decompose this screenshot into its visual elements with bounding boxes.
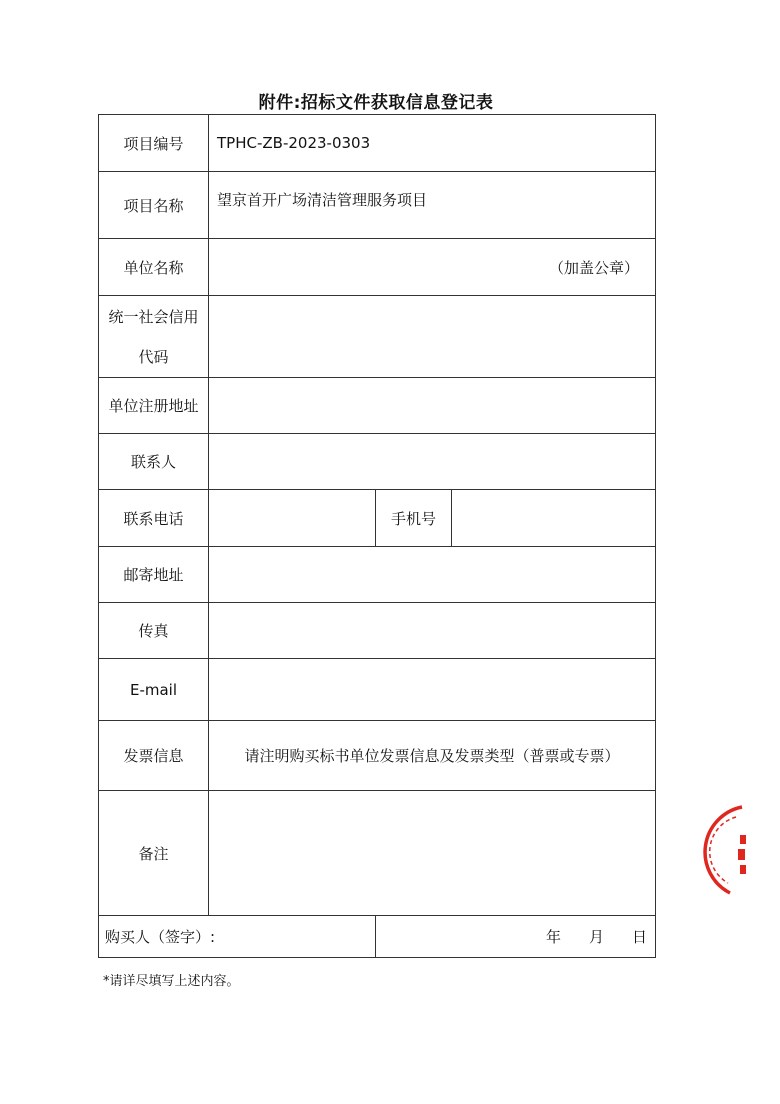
company-name-field[interactable]	[209, 239, 656, 296]
mail-address-field[interactable]	[209, 547, 656, 603]
row-reg-address	[99, 378, 656, 434]
label-project-name: 项目名称	[99, 172, 209, 239]
seal-hint: （加盖公章）	[549, 258, 640, 277]
label-phone: 联系电话	[99, 490, 209, 547]
date-day-label: 日	[632, 928, 648, 946]
label-mobile: 手机号	[376, 490, 452, 547]
row-mail-address	[99, 547, 656, 603]
row-phone	[99, 490, 656, 547]
footnote: *请详尽填写上述内容。	[103, 974, 240, 989]
date-month-label: 月	[589, 928, 605, 946]
label-contact-person: 联系人	[99, 434, 209, 490]
project-name-field[interactable]: 望京首开广场清洁管理服务项目	[209, 172, 656, 239]
row-fax	[99, 603, 656, 659]
project-no-field[interactable]: TPHC-ZB-2023-0303	[209, 115, 656, 172]
row-contact-person	[99, 434, 656, 490]
label-reg-address: 单位注册地址	[99, 378, 209, 434]
credit-code-field[interactable]	[209, 296, 656, 378]
row-invoice	[99, 721, 656, 791]
email-field[interactable]	[209, 659, 656, 721]
row-project-name	[99, 172, 656, 239]
red-seal-stamp-icon	[700, 795, 780, 905]
label-project-no: 项目编号	[99, 115, 209, 172]
signature-date-field[interactable]	[376, 916, 656, 958]
row-credit-code	[99, 296, 656, 378]
row-company-name	[99, 239, 656, 296]
fax-field[interactable]	[209, 603, 656, 659]
contact-person-field[interactable]	[209, 434, 656, 490]
invoice-field[interactable]: 请注明购买标书单位发票信息及发票类型（普票或专票）	[209, 721, 656, 791]
buyer-signature-field[interactable]: 购买人（签字）:	[99, 916, 376, 958]
label-mail-address: 邮寄地址	[99, 547, 209, 603]
page-title: 附件:招标文件获取信息登记表	[258, 93, 494, 113]
remarks-field[interactable]	[209, 791, 656, 916]
label-remarks: 备注	[99, 791, 209, 916]
label-credit-code-line2: 代码	[138, 347, 169, 366]
phone-field[interactable]	[209, 490, 376, 547]
row-buyer-signature	[99, 916, 656, 958]
mobile-field[interactable]	[452, 490, 656, 547]
label-invoice: 发票信息	[99, 721, 209, 791]
label-credit-code	[99, 296, 209, 378]
row-remarks	[99, 791, 656, 916]
reg-address-field[interactable]	[209, 378, 656, 434]
row-email	[99, 659, 656, 721]
label-email: E-mail	[99, 659, 209, 721]
row-project-no	[99, 115, 656, 172]
date-year-label: 年	[545, 928, 561, 946]
label-company-name: 单位名称	[99, 239, 209, 296]
registration-form-table	[98, 114, 656, 958]
label-credit-code-line1: 统一社会信用	[108, 307, 199, 326]
label-fax: 传真	[99, 603, 209, 659]
